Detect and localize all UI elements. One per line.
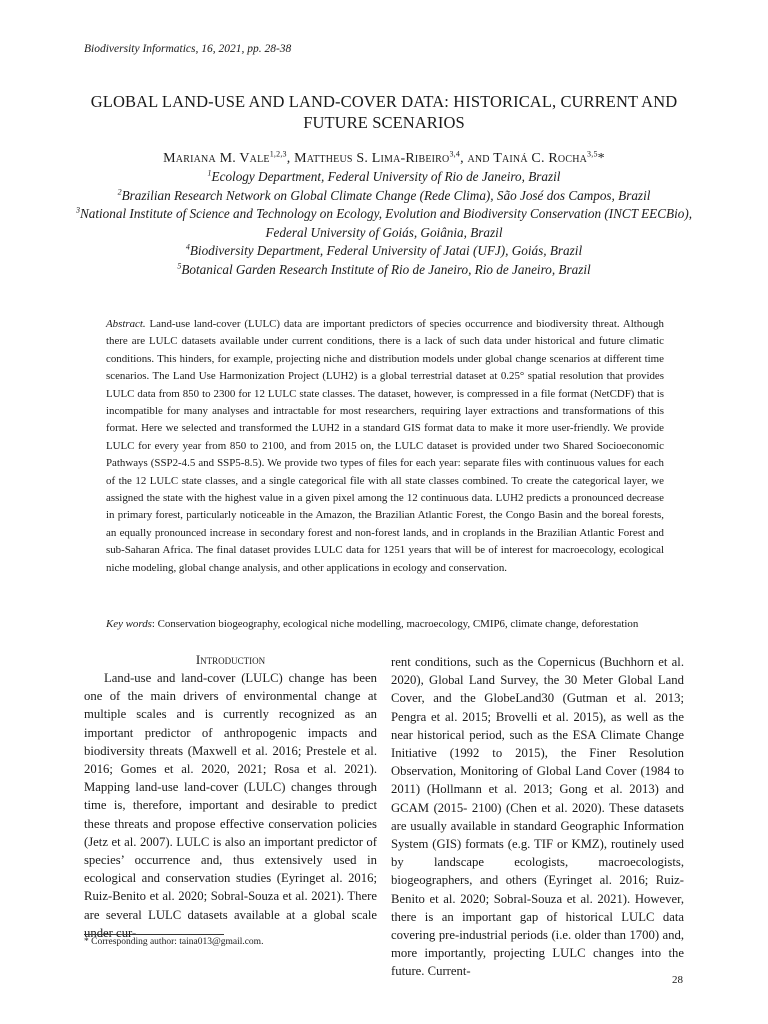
affiliation-number: 5 <box>177 261 182 271</box>
author-affil-sup: 3,4 <box>449 149 461 159</box>
abstract <box>106 316 664 577</box>
author-separator: , and <box>460 151 494 166</box>
abstract-label: Abstract. <box>106 318 146 330</box>
author-separator: , <box>286 151 295 166</box>
footnote: * Corresponding author: taina013@gmail.com. <box>84 937 264 947</box>
section-heading-introduction: Introduction <box>195 652 266 667</box>
author-affil-sup: 1,2,3 <box>269 149 287 159</box>
affiliation-text: National Institute of Science and Technology on Ecology, Evolution and Biodiversity Conservation (INCT EECBio), Federal University of Goiás, Goiânia, Brazil <box>79 206 693 240</box>
affiliation-text: Botanical Garden Research Institute of Rio de Janeiro, Rio de Janeiro, Brazil <box>181 261 591 277</box>
affiliation <box>60 205 708 242</box>
author-affil-sup: 3,5 <box>587 149 598 159</box>
body-paragraph: Land-use and land-cover (LULC) change has been one of the main drivers of environmental change at multiple scales and is currently recognized as an important predictor of anthropogenic impacts and biodiversity threats (Maxwell et al. 2016; Prestele et al. 2016; Gomes et al. 2020, 2021; Rosa et al. 2021). Mapping land-use land-cover (LULC) changes through time is, therefore, important and desirable to predict these threats and propose effective conservation policies (Jetz et al. 2007). LULC is also an important predictor of species’ occurrence and, thus extensively used in ecological and conservation studies (Eyringet al. 2016; Ruiz-Benito et al. 2020; Sobral-Souza et al. 2021). There are several LULC datasets available at a global scale under cur- <box>84 671 377 940</box>
author-line <box>60 151 708 167</box>
affiliation <box>60 168 708 187</box>
affiliations <box>60 168 708 279</box>
keywords-label: Key words <box>106 618 152 630</box>
body-paragraph: rent conditions, such as the Copernicus (Buchhorn et al. 2020), Global Land Survey, the 30 Meter Global Land Cover, and the GlobeLand30 (Gutman et al. 2013; Pengra et al. 2015; Brovelli et al. 2015), as well as the near historical period, such as the ESA Climate Change Initiative (1992 to 2015), the Finer Resolution Observation, Monitoring of Global Land Cover (1984 to 2011) (Hollmann et al. 2013; Gong et al. 2013) and GCAM (2015- 2100) (Chen et al. 2020). These datasets are usually available in standard Geographic Information System (GIS) formats (e.g. TIF or KMZ), routinely used by landscape ecologists, macroecologists, biogeographers, and others (Eyringet al. 2016; Ruiz-Benito et al. 2020; Sobral-Souza et al. 2021). However, there is an important gap of historical LULC data covering pre-industrial periods (i.e. older than 1700) and, more importantly, projecting LULC changes into the future. Current- <box>391 655 684 979</box>
paper-title: GLOBAL LAND-USE AND LAND-COVER DATA: HISTORICAL, CURRENT AND FUTURE SCENARIOS <box>90 92 678 132</box>
affiliation <box>60 261 708 280</box>
affiliation-number: 1 <box>207 168 212 178</box>
body-column-left <box>84 652 377 942</box>
body-column-right <box>391 653 684 981</box>
affiliation-number: 4 <box>185 242 190 252</box>
abstract-text: Land-use land-cover (LULC) data are important predictors of species occurrence and biodiversity threat. Although there are LULC datasets available under current conditions, there is a lack of such data under historical and future climatic conditions. This hinders, for example, projecting niche and distribution models under global change scenarios at different time scenarios. The Land Use Harmonization Project (LUH2) is a global terrestrial dataset at 0.25° spatial resolution that provides LULC data from 850 to 2300 for 12 LULC state classes. The dataset, however, is compressed in a file format (NetCDF) that is incompatible for many analyses and intractable for most researchers, requiring layer extractions and transformations of this format. Here we selected and transformed the LUH2 in a standard GIS format data to make it more user-friendly. We provide LULC for every year from 850 to 2100, and from 2015 on, the LULC dataset is provided under two Shared Socioeconomic Pathways (SSP2-4.5 and SSP5-8.5). We provide two types of files for each year: separate files with continuous values for each of the 12 LULC state classes, and a single categorical file with all state classes combined. To create the categorical layer, we assigned the state with the highest value in a given pixel among the 12 continuous data. LUH2 predicts a pronounced decrease in primary forest, particularly noticeable in the Amazon, the Brazilian Atlantic Forest, the Congo Basin and the boreal forests, an equally pronounced increase in secondary forest and non-forest lands, and in croplands in the Brazilian Atlantic Forest and sub-Saharan Africa. The final dataset provides LULC data for 1251 years that will be of interest for macroecology, ecological niche modeling, global change analysis, and other applications in ecology and conservation. <box>106 318 664 574</box>
affiliation-text: Brazilian Research Network on Global Climate Change (Rede Clima), São José dos Campos, Brazil <box>121 187 651 203</box>
author-name: Mariana M. Vale <box>163 151 270 166</box>
affiliation-number: 2 <box>117 187 122 197</box>
journal-header: Biodiversity Informatics, 16, 2021, pp. 28-38 <box>84 43 292 55</box>
affiliation-number: 3 <box>75 205 80 215</box>
page-number: 28 <box>672 974 683 986</box>
affiliation <box>60 187 708 206</box>
keywords-text: : Conservation biogeography, ecological niche modelling, macroecology, CMIP6, climate change, deforestation <box>151 618 639 630</box>
author-separator: * <box>597 151 605 166</box>
author-name: Mattheus S. Lima-Ribeiro <box>294 151 450 166</box>
affiliation-text: Ecology Department, Federal University of Rio de Janeiro, Brazil <box>211 169 561 184</box>
author-name: Tainá C. Rocha <box>493 151 588 166</box>
affiliation-text: Biodiversity Department, Federal University of Jatai (UFJ), Goiás, Brazil <box>189 243 583 258</box>
keywords <box>106 617 664 631</box>
affiliation <box>60 242 708 261</box>
footnote-divider <box>84 934 224 935</box>
